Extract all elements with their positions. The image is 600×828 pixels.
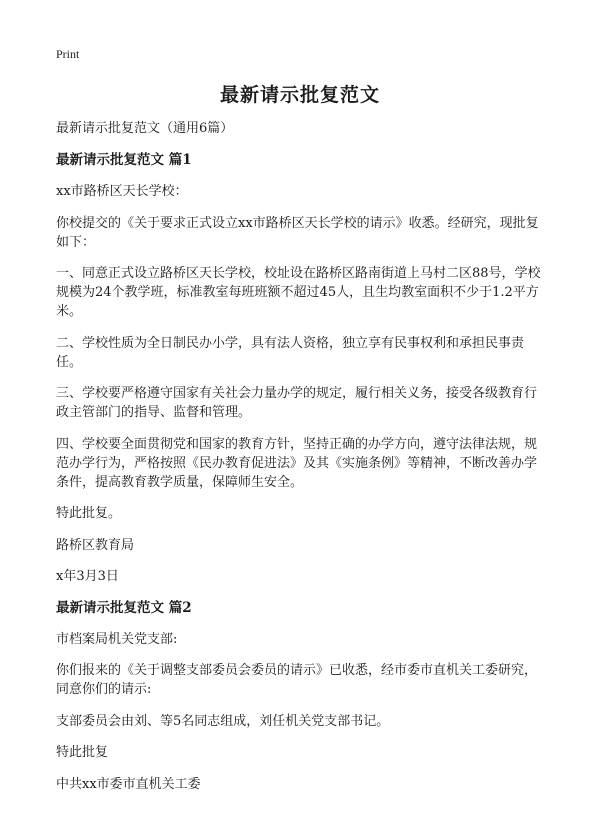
document-subtitle: 最新请示批复范文（通用6篇） bbox=[56, 121, 234, 136]
document-title: 最新请示批复范文 bbox=[219, 84, 380, 106]
section-1-addressee: xx市路桥区天长学校： bbox=[56, 184, 188, 199]
section-1-heading: 最新请示批复范文 篇1 bbox=[56, 152, 192, 168]
section-1-closing: 特此批复。 bbox=[56, 506, 122, 521]
section-2-paragraph: 你们报来的《关于调整支部委员会委员的请示》已收悉，经市委市直机关工委研究，同意你们的请示: bbox=[56, 663, 538, 697]
section-1-paragraph: 一、同意正式设立路桥区天长学校，校址设在路桥区路南街道上马村二区88号，学校规模为24个教学班，标准教室每班班额不超过45人，且生均教室面积不少于1.2平方米。 bbox=[56, 266, 541, 319]
document-body bbox=[56, 119, 548, 805]
section-2-heading: 最新请示批复范文 篇2 bbox=[56, 599, 192, 616]
print-link[interactable]: Print bbox=[56, 47, 80, 61]
section-1-paragraph: 三、学校要严格遵守国家有关社会力量办学的规定，履行相关义务，接受各级教育行政主管部门的指导、监督和管理。 bbox=[56, 386, 538, 420]
section-2-addressee: 市档案局机关党支部: bbox=[56, 631, 178, 647]
section-2-signature: 中共xx市委市直机关工委 bbox=[56, 776, 201, 792]
section-1-date: x年3月3日 bbox=[56, 569, 119, 584]
section-1-signature: 路桥区教育局 bbox=[56, 537, 135, 553]
section-2-paragraph: 支部委员会由刘、等5名同志组成，刘任机关党支部书记。 bbox=[56, 713, 390, 729]
section-1-paragraph: 二、学校性质为全日制民办小学，具有法人资格，独立享有民事权利和承担民事责任。 bbox=[56, 335, 525, 370]
section-2-closing: 特此批复 bbox=[56, 745, 109, 760]
section-1-paragraph: 四、学校要全面贯彻党和国家的教育方针，坚持正确的办学方向，遵守法律法规，规范办学行为，严格按照《民办教育促进法》及其《实施条例》等精神，不断改善办学条件，提高教育教学质量，保障师生安全。 bbox=[56, 436, 538, 490]
section-1-paragraph: 你校提交的《关于要求正式设立xx市路桥区天长学校的请示》收悉。经研究，现批复如下： bbox=[56, 215, 539, 250]
